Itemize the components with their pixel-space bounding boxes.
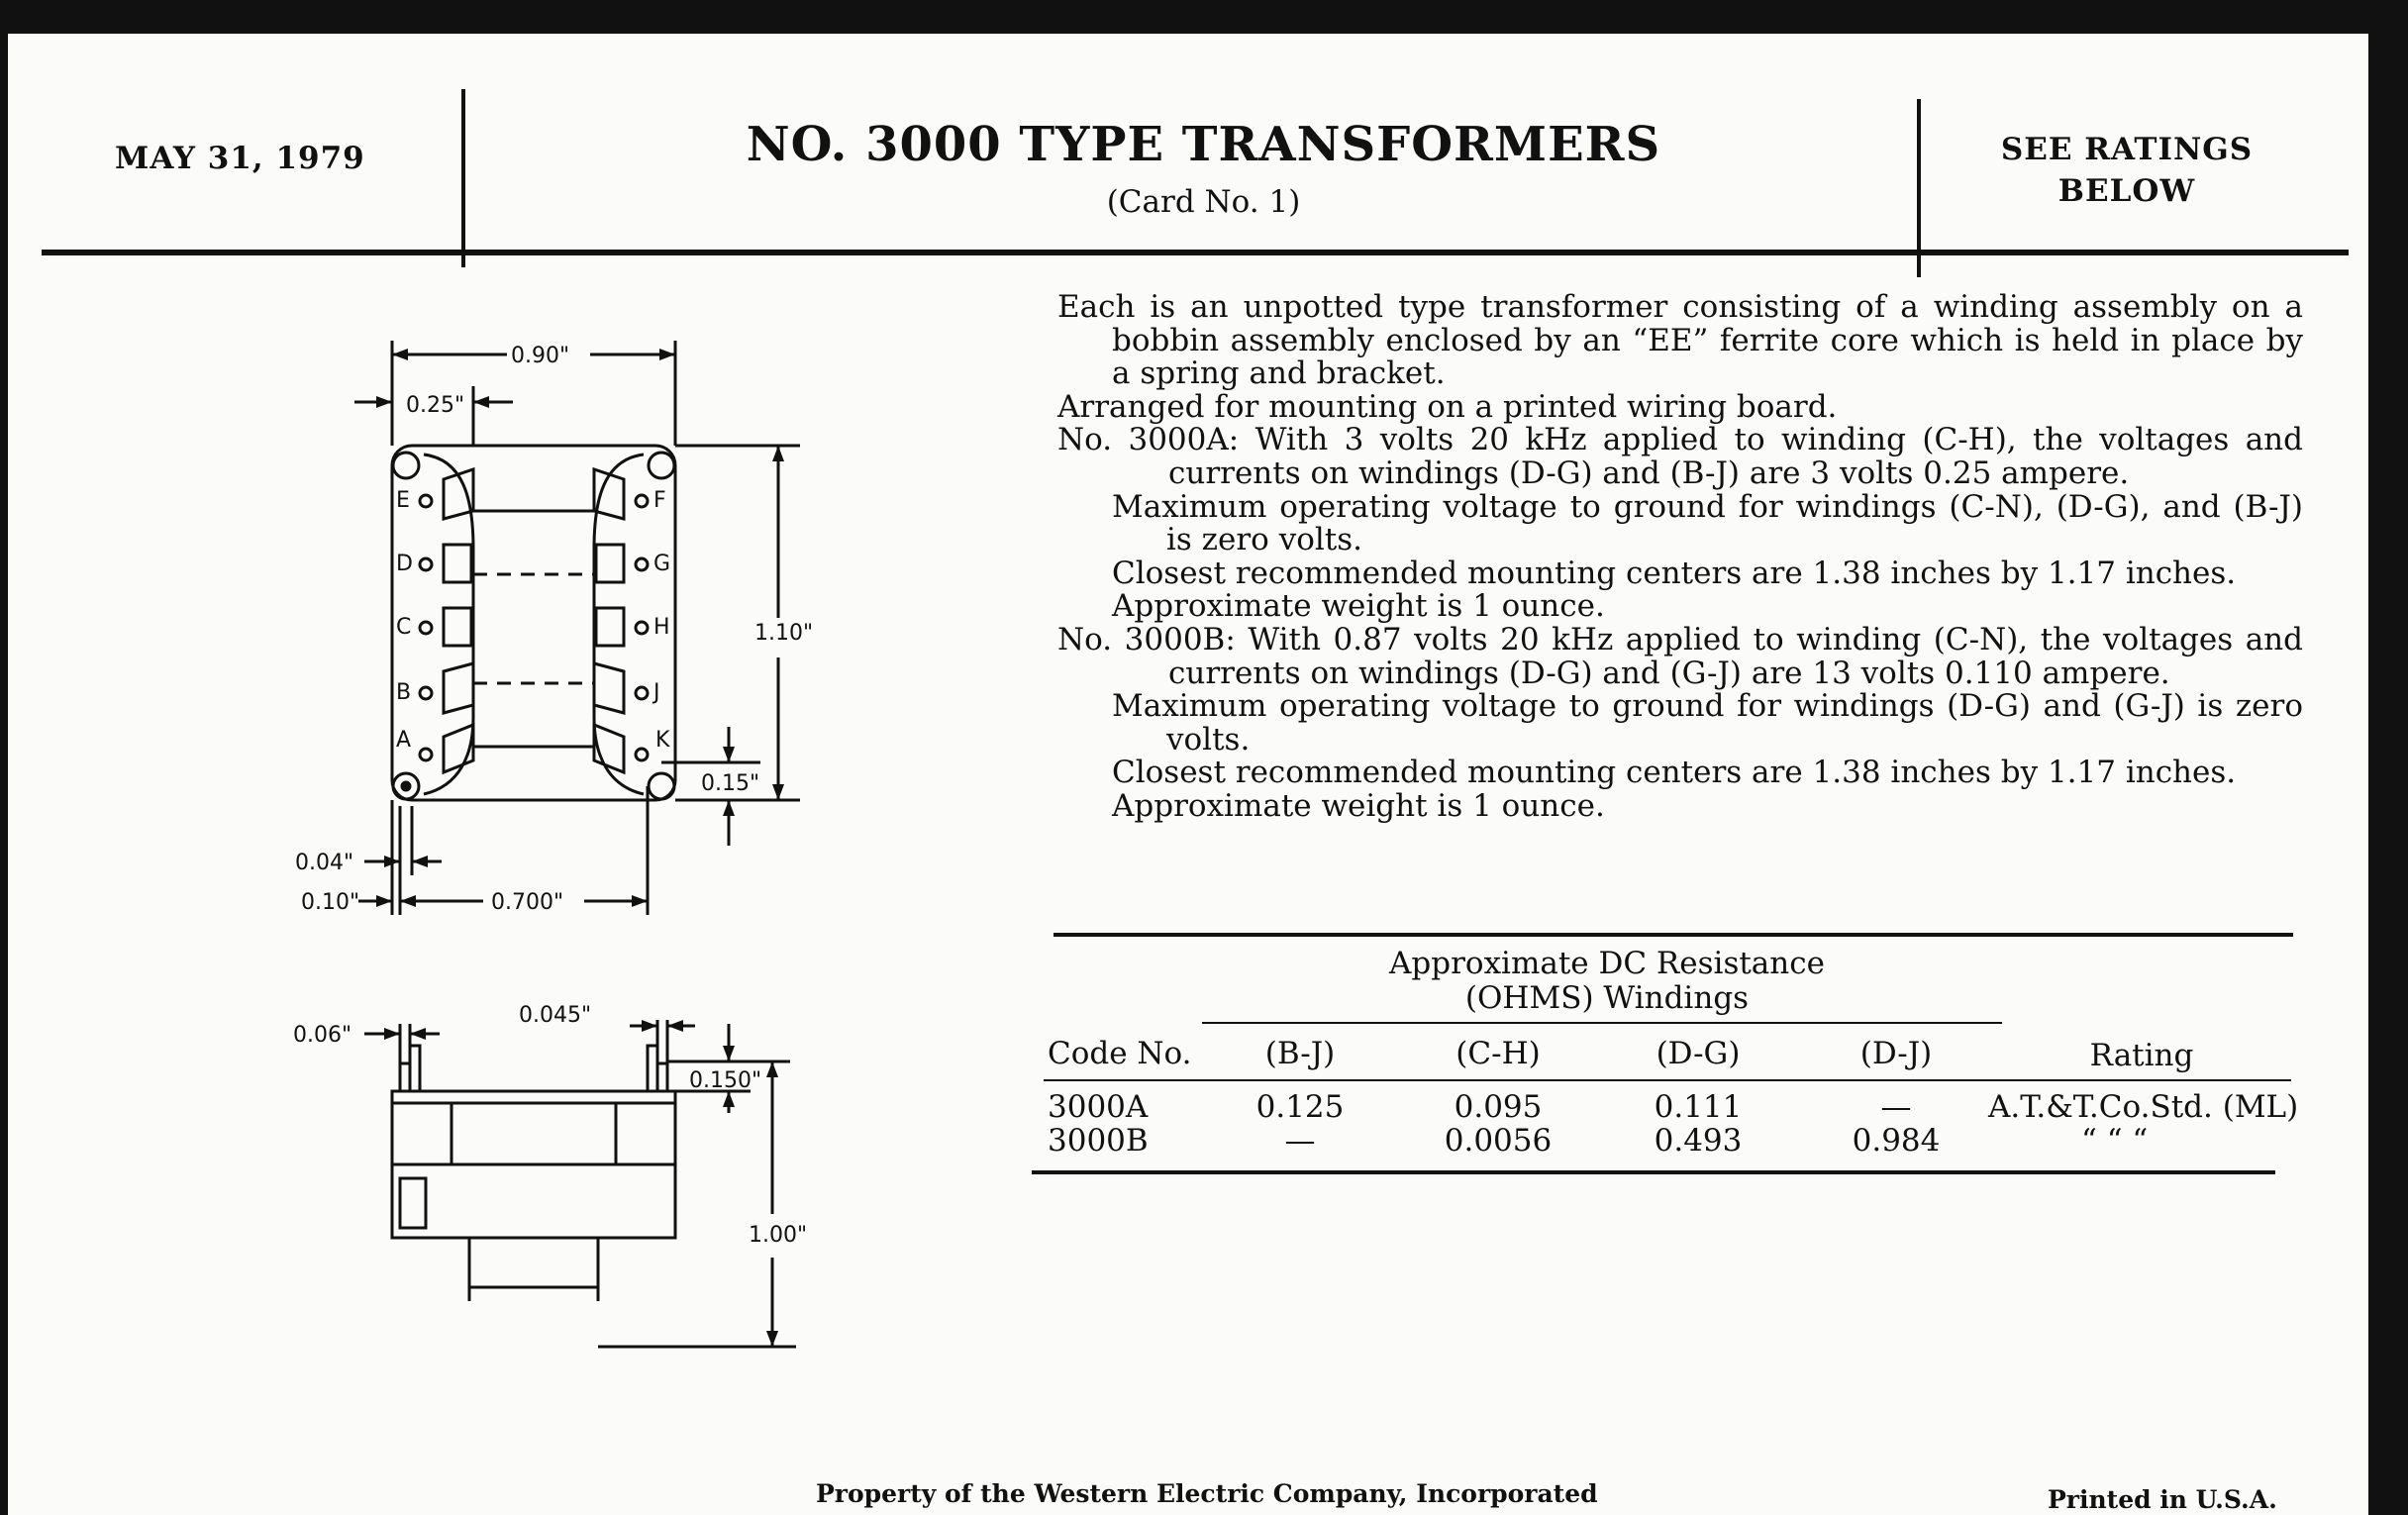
- card-date: MAY 31, 1979: [115, 141, 365, 176]
- desc-3000a-weight: Approximate weight is 1 ounce.: [1112, 588, 1605, 625]
- table-row-2-code: 3000B: [1048, 1123, 1149, 1159]
- header-divider-left: [461, 89, 465, 267]
- footer-property: Property of the Western Electric Company, Incorporated: [816, 1479, 1598, 1508]
- catalog-card: [8, 34, 2368, 1515]
- table-row-1-rating: A.T.&T.Co.Std. (ML): [1988, 1089, 2299, 1125]
- dim-pin-dia-label: 0.04": [295, 851, 354, 875]
- table-row-1-dj: —: [1880, 1089, 1912, 1125]
- table-row-1-code: 3000A: [1048, 1089, 1149, 1125]
- side-dim-right-label: 0.045": [519, 1003, 592, 1028]
- side-view-drawing: [275, 964, 850, 1361]
- pin-label-e: E: [396, 488, 410, 513]
- card-title: NO. 3000 TYPE TRANSFORMERS: [746, 117, 1661, 172]
- description-block: [1057, 291, 2303, 824]
- col-header-rating: Rating: [2089, 1038, 2194, 1073]
- ratings-note-line2: BELOW: [2057, 173, 2196, 209]
- desc-3000b-centers: Closest recommended mounting centers are 1.38 inches by 1.17 inches.: [1112, 755, 2237, 791]
- dim-edge-label: 0.10": [301, 890, 360, 915]
- pin-label-c: C: [396, 615, 412, 640]
- table-title-line2: (OHMS) Windings: [1464, 980, 1750, 1016]
- pin-label-h: H: [653, 615, 670, 640]
- col-header-dg: (D-G): [1656, 1036, 1741, 1071]
- pin-label-f: F: [653, 488, 666, 513]
- desc-3000a-centers: Closest recommended mounting centers are 1.38 inches by 1.17 inches.: [1112, 555, 2237, 591]
- desc-3000b-voltage: Maximum operating voltage to ground for windings (D-G) and (G-J) is zero volts.: [1112, 688, 2303, 758]
- pin-label-g: G: [653, 552, 671, 576]
- top-view-drawing: [275, 321, 850, 945]
- col-header-bj: (B-J): [1264, 1036, 1336, 1071]
- table-row-1-ch: 0.095: [1454, 1089, 1543, 1125]
- pin-label-k: K: [655, 728, 670, 753]
- header-rule: [42, 250, 2349, 255]
- dim-pin-offset-label: 0.15": [701, 771, 760, 796]
- col-header-code: Code No.: [1048, 1036, 1192, 1071]
- desc-mounting: Arranged for mounting on a printed wiring board.: [1057, 388, 1838, 425]
- pin-label-a: A: [396, 728, 412, 753]
- ratings-note-line1: SEE RATINGS: [2000, 132, 2254, 167]
- desc-3000a-voltage: Maximum operating voltage to ground for windings (C-N), (D-G), and (B-J) is zero volts.: [1112, 488, 2303, 558]
- side-dim-height-label: 1.00": [749, 1223, 808, 1248]
- side-dim-left-label: 0.06": [293, 1023, 352, 1048]
- desc-3000a: No. 3000A: With 3 volts 20 kHz applied to winding (C-H), the voltages and currents on windings (D-G) and (B-J) are 3 volts 0.25 ampere.: [1057, 422, 2303, 491]
- table-row-2-dj: 0.984: [1852, 1123, 1941, 1159]
- desc-3000b-weight: Approximate weight is 1 ounce.: [1112, 787, 1605, 824]
- dim-height-label: 1.10": [754, 621, 814, 646]
- table-bottom-rule: [1032, 1170, 2275, 1174]
- table-header-rule: [1044, 1079, 2291, 1081]
- table-row-1-dg: 0.111: [1654, 1089, 1743, 1125]
- footer-printed: Printed in U.S.A.: [2048, 1485, 2277, 1514]
- col-header-dj: (D-J): [1859, 1036, 1933, 1071]
- pin-label-d: D: [396, 552, 413, 576]
- table-row-2-dg: 0.493: [1654, 1123, 1743, 1159]
- table-title-line1: Approximate DC Resistance: [1389, 946, 1825, 981]
- pin-label-j: J: [653, 680, 660, 705]
- table-row-1-bj: 0.125: [1255, 1089, 1345, 1125]
- desc-overview: Each is an unpotted type transformer consisting of a winding assembly on a bobbin assembly enclosed by an “EE” ferrite core which is held in place by a spring and bracket.: [1057, 289, 2303, 392]
- col-header-ch: (C-H): [1455, 1036, 1541, 1071]
- card-subtitle: (Card No. 1): [1106, 184, 1301, 220]
- side-dim-top-label: 0.150": [689, 1068, 762, 1093]
- dim-offset-label: 0.25": [406, 393, 465, 418]
- dim-width-label: 0.90": [511, 344, 570, 368]
- table-row-2-bj: —: [1284, 1123, 1316, 1159]
- table-group-rule: [1202, 1022, 2002, 1024]
- ratings-note: [1939, 129, 2315, 212]
- desc-3000b: No. 3000B: With 0.87 volts 20 kHz applied to winding (C-N), the voltages and currents on windings (D-G) and (G-J) are 13 volts 0.110 ampere.: [1057, 621, 2303, 691]
- table-row-2-rating: “ “ “: [2081, 1123, 2149, 1159]
- table-top-rule: [1054, 933, 2293, 937]
- table-row-2-ch: 0.0056: [1444, 1123, 1553, 1159]
- dim-pin-spacing-label: 0.700": [491, 890, 564, 915]
- pin-label-b: B: [396, 680, 412, 705]
